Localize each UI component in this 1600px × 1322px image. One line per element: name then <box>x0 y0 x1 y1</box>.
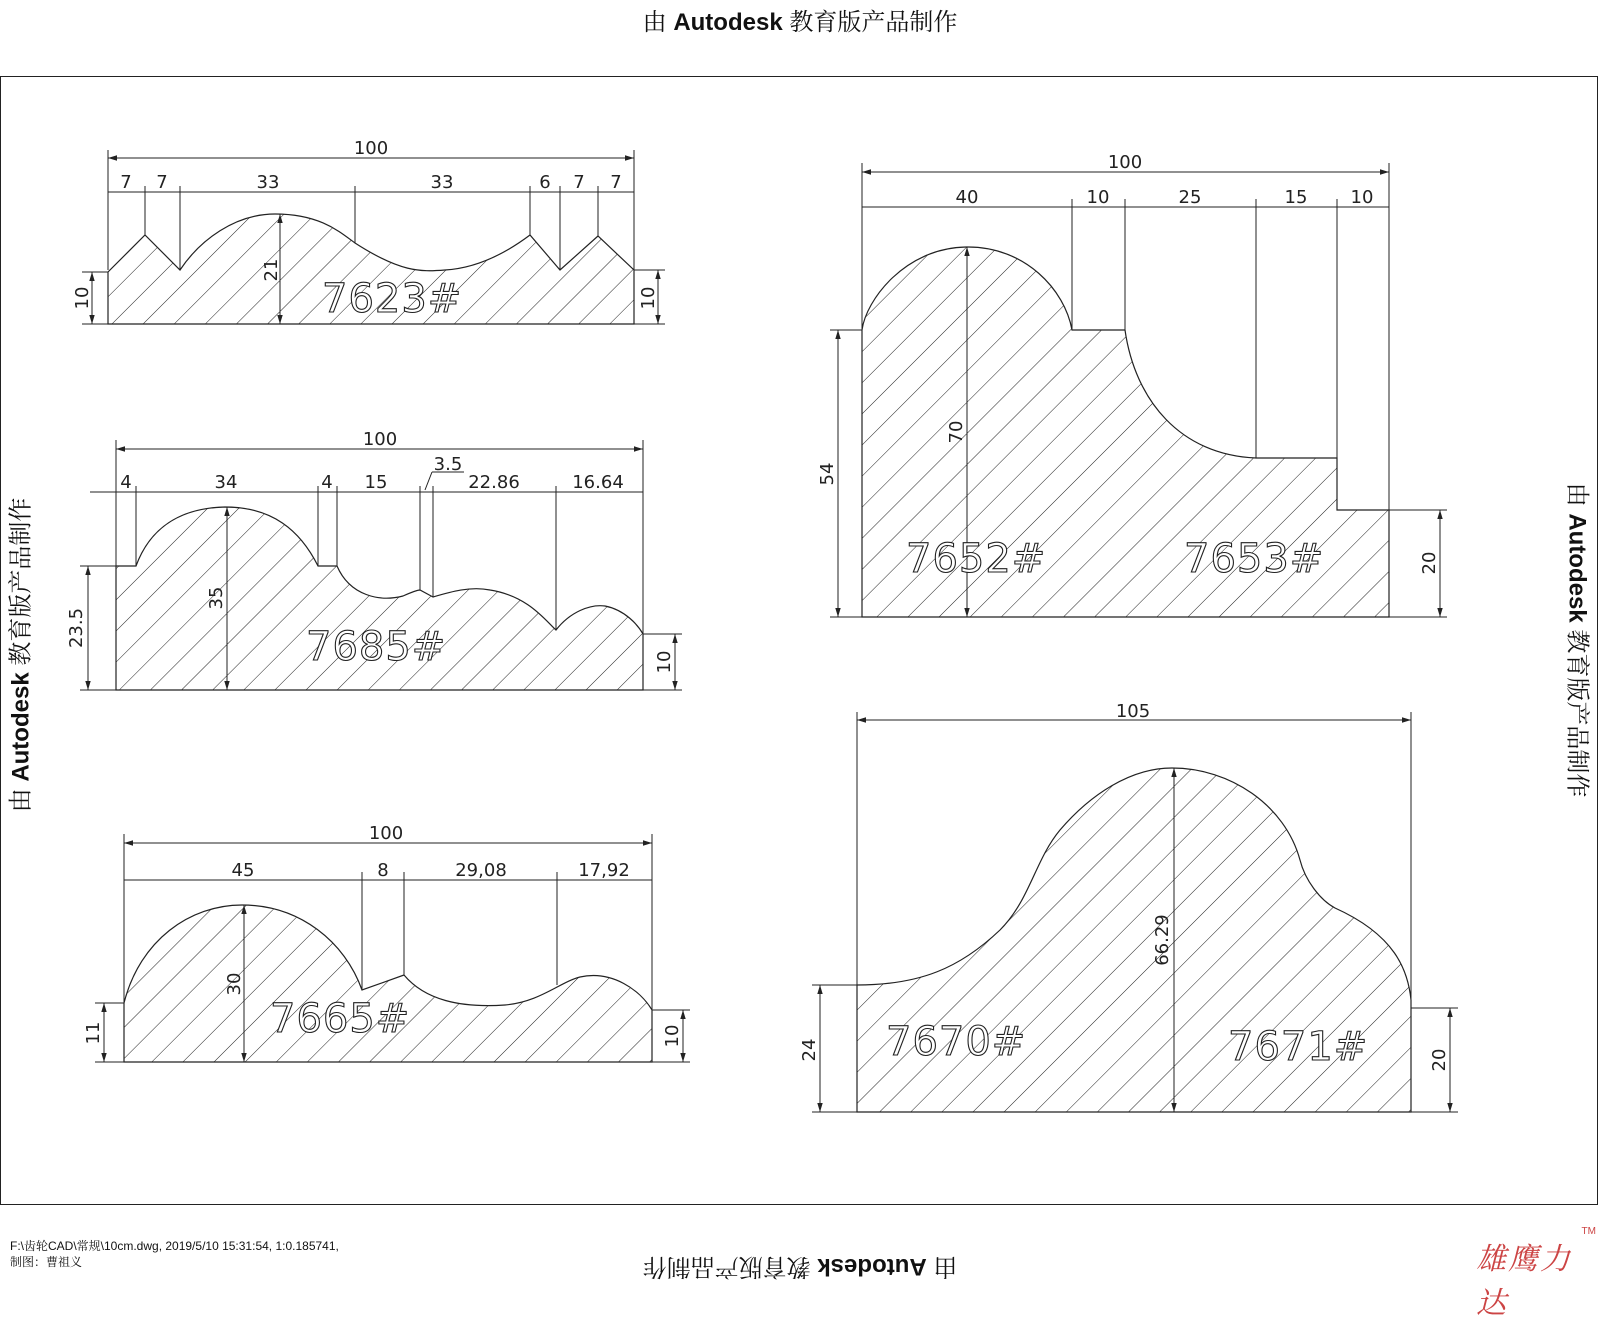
dim-7685-left: 23.5 <box>66 607 87 649</box>
dim-7623-left: 10 <box>72 286 93 310</box>
dim-7623-seg-3: 33 <box>430 172 454 193</box>
brand-logo-text: 雄鹰力达 <box>1476 1242 1572 1321</box>
dim-7665-height: 30 <box>224 972 245 996</box>
watermark-right: 由 Autodesk 教育版产品制作 <box>1563 482 1591 798</box>
code-7652: 7652# <box>906 536 1047 582</box>
file-path: F:\齿轮CAD\常规\10cm.dwg, 2019/5/10 15:31:54, 1:0.185741, <box>10 1239 339 1253</box>
code-7685: 7685# <box>306 624 447 670</box>
code-7671: 7671# <box>1228 1024 1369 1070</box>
brand-logo-tm: TM <box>1581 1226 1596 1237</box>
dim-7652-left: 54 <box>817 462 838 486</box>
dim-7652-overall: 100 <box>1107 152 1143 173</box>
dim-7623-seg-0: 7 <box>120 172 132 193</box>
dim-7685-seg-4: 3.5 <box>433 454 463 475</box>
dim-7665-seg-0: 45 <box>231 860 255 881</box>
watermark-top: 由 Autodesk 教育版产品制作 <box>642 9 958 36</box>
file-info <box>10 1238 339 1270</box>
dim-7652-seg-2: 25 <box>1178 187 1202 208</box>
profile-7670-7671 <box>799 701 1458 1112</box>
dim-7623-right: 10 <box>638 286 659 310</box>
code-7670: 7670# <box>886 1019 1027 1065</box>
watermark-left: 由 Autodesk 教育版产品制作 <box>7 497 35 813</box>
dim-7685-seg-0: 4 <box>120 472 132 493</box>
dim-7652-right: 20 <box>1419 551 1440 575</box>
dim-7685-seg-3: 15 <box>364 472 388 493</box>
dim-7685-height: 35 <box>206 586 227 610</box>
code-7653: 7653# <box>1184 536 1325 582</box>
dim-7623-height: 21 <box>261 258 282 282</box>
dim-7685-seg-2: 4 <box>321 472 333 493</box>
dim-7685-seg-1: 34 <box>214 472 238 493</box>
profile-7652-7653 <box>817 152 1447 617</box>
dim-7670-height: 66.29 <box>1152 914 1173 966</box>
dim-7665-seg-3: 17,92 <box>578 860 630 881</box>
code-7665: 7665# <box>270 996 411 1042</box>
dim-7685-seg-5: 22.86 <box>468 472 520 493</box>
dim-7665-seg-1: 8 <box>377 860 389 881</box>
dim-7670-right: 20 <box>1429 1048 1450 1072</box>
dim-7623-seg-2: 33 <box>256 172 280 193</box>
dim-7670-left: 24 <box>799 1038 820 1062</box>
code-7623: 7623# <box>322 276 463 322</box>
dim-7623-seg-1: 7 <box>156 172 168 193</box>
dim-7665-left: 11 <box>83 1021 104 1045</box>
dim-7670-overall: 105 <box>1115 701 1151 722</box>
profile-7623 <box>72 138 665 324</box>
dim-7665-seg-2: 29,08 <box>455 860 507 881</box>
dim-7623-seg-4: 6 <box>539 172 551 193</box>
watermark-bottom: 由 Autodesk 教育版产品制作 <box>642 1253 958 1280</box>
dim-7685-overall: 100 <box>362 429 398 450</box>
dim-7652-seg-1: 10 <box>1086 187 1110 208</box>
dim-7623-seg-6: 7 <box>610 172 622 193</box>
profile-7665 <box>83 823 690 1062</box>
dim-7623-overall: 100 <box>353 138 389 159</box>
dim-7665-right: 10 <box>662 1024 683 1048</box>
dim-7665-overall: 100 <box>368 823 404 844</box>
dim-7652-seg-0: 40 <box>955 187 979 208</box>
dim-7652-seg-4: 10 <box>1350 187 1374 208</box>
dim-7685-right: 10 <box>654 650 675 674</box>
profile-7685 <box>66 429 682 690</box>
dim-7652-seg-3: 15 <box>1284 187 1308 208</box>
brand-logo <box>1470 1222 1600 1321</box>
drafter: 制图：曹祖义 <box>10 1255 83 1269</box>
dim-7652-height: 70 <box>946 420 967 444</box>
dim-7623-seg-5: 7 <box>573 172 585 193</box>
dim-7685-seg-6: 16.64 <box>572 472 624 493</box>
